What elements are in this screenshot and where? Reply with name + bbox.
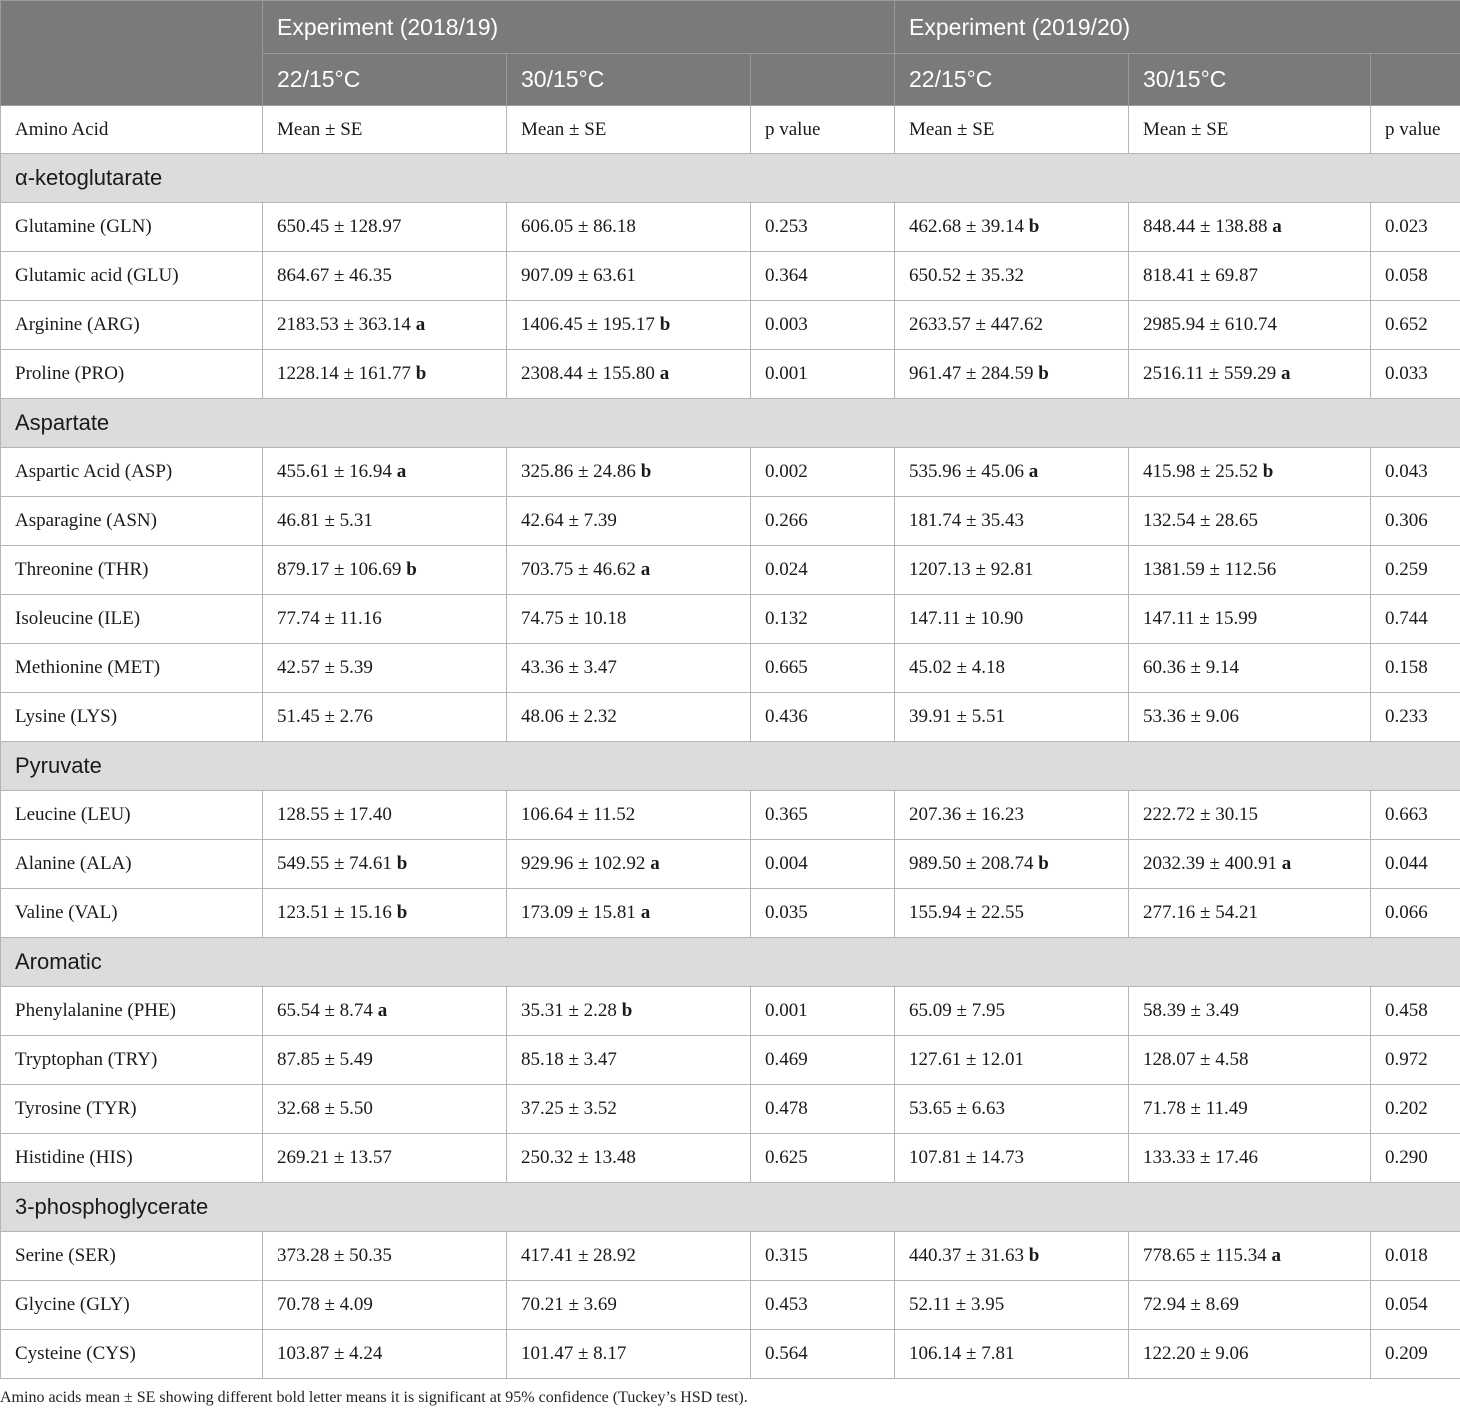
amino-acid-name: Phenylalanine (PHE) <box>1 987 263 1036</box>
significance-letter: a <box>640 559 651 580</box>
mean-se-value: 72.94 ± 8.69 <box>1143 1294 1239 1315</box>
mean-se-value: 128.55 ± 17.40 <box>277 804 392 825</box>
cell-e2-22 <box>895 693 1129 742</box>
significance-letter: b <box>1262 461 1274 482</box>
significance-letter: b <box>1028 1245 1040 1266</box>
significance-letter: a <box>1028 461 1039 482</box>
mean-se-value: 325.86 ± 24.86 <box>521 461 636 482</box>
group-label: 3-phosphoglycerate <box>1 1183 1460 1232</box>
cell-e2-30 <box>1129 1281 1371 1330</box>
group-row <box>1 154 1460 203</box>
cell-e1-30 <box>507 1085 751 1134</box>
significance-letter: a <box>415 314 426 335</box>
mean-se-value: 222.72 ± 30.15 <box>1143 804 1258 825</box>
table-row <box>1 1232 1460 1281</box>
mean-se-value: 147.11 ± 15.99 <box>1143 608 1258 629</box>
cell-e1-22 <box>263 595 507 644</box>
significance-letter: b <box>659 314 671 335</box>
cell-e1-30 <box>507 889 751 938</box>
header-experiment-2019: Experiment (2019/20) <box>895 1 1460 54</box>
cell-e2-22 <box>895 644 1129 693</box>
cell-e2-p-value: 0.044 <box>1371 840 1460 889</box>
header-corner-lower <box>1 54 263 106</box>
cell-e1-p-value: 0.024 <box>751 546 895 595</box>
cell-e2-p-value: 0.972 <box>1371 1036 1460 1085</box>
cell-e2-22 <box>895 1134 1129 1183</box>
significance-letter: b <box>1038 363 1049 384</box>
cell-e1-30 <box>507 1134 751 1183</box>
cell-e2-22 <box>895 1232 1129 1281</box>
mean-se-value: 455.61 ± 16.94 <box>277 461 392 482</box>
group-label: α-ketoglutarate <box>1 154 1460 203</box>
cell-e2-p-value: 0.209 <box>1371 1330 1460 1379</box>
table-row <box>1 301 1460 350</box>
cell-e1-30 <box>507 1330 751 1379</box>
table-row <box>1 644 1460 693</box>
cell-e1-22 <box>263 301 507 350</box>
cell-e2-p-value: 0.663 <box>1371 791 1460 840</box>
cell-e1-22 <box>263 448 507 497</box>
amino-acid-name: Tyrosine (TYR) <box>1 1085 263 1134</box>
mean-se-value: 74.75 ± 10.18 <box>521 608 627 629</box>
cell-e1-30 <box>507 497 751 546</box>
cell-e2-p-value: 0.158 <box>1371 644 1460 693</box>
cell-e2-p-value: 0.744 <box>1371 595 1460 644</box>
mean-se-value: 51.45 ± 2.76 <box>277 706 373 727</box>
header-row-experiments <box>1 1 1460 54</box>
cell-e1-p-value: 0.002 <box>751 448 895 497</box>
table-row <box>1 1085 1460 1134</box>
cell-e1-22 <box>263 1134 507 1183</box>
cell-e2-22 <box>895 546 1129 595</box>
cell-e2-30 <box>1129 1232 1371 1281</box>
mean-se-value: 70.21 ± 3.69 <box>521 1294 617 1315</box>
cell-e1-p-value: 0.001 <box>751 987 895 1036</box>
column-header-mean-se: Mean ± SE <box>895 106 1129 154</box>
cell-e1-30 <box>507 252 751 301</box>
mean-se-value: 373.28 ± 50.35 <box>277 1245 392 1266</box>
cell-e1-p-value: 0.469 <box>751 1036 895 1085</box>
mean-se-value: 650.52 ± 35.32 <box>909 265 1024 286</box>
mean-se-value: 879.17 ± 106.69 <box>277 559 402 580</box>
amino-acid-name: Glutamic acid (GLU) <box>1 252 263 301</box>
cell-e2-22 <box>895 1330 1129 1379</box>
cell-e2-22 <box>895 448 1129 497</box>
cell-e1-p-value: 0.478 <box>751 1085 895 1134</box>
cell-e1-22 <box>263 1232 507 1281</box>
amino-acid-name: Aspartic Acid (ASP) <box>1 448 263 497</box>
cell-e2-30 <box>1129 791 1371 840</box>
cell-e2-p-value: 0.066 <box>1371 889 1460 938</box>
group-row <box>1 938 1460 987</box>
cell-e1-30 <box>507 448 751 497</box>
table-row <box>1 497 1460 546</box>
mean-se-value: 48.06 ± 2.32 <box>521 706 617 727</box>
cell-e2-p-value: 0.023 <box>1371 203 1460 252</box>
cell-e2-22 <box>895 1281 1129 1330</box>
cell-e1-30 <box>507 644 751 693</box>
cell-e2-30 <box>1129 644 1371 693</box>
header-temp-e1-22: 22/15°C <box>263 54 507 106</box>
cell-e1-22 <box>263 1085 507 1134</box>
mean-se-value: 440.37 ± 31.63 <box>909 1245 1024 1266</box>
mean-se-value: 53.65 ± 6.63 <box>909 1098 1005 1119</box>
table-row <box>1 889 1460 938</box>
mean-se-value: 133.33 ± 17.46 <box>1143 1147 1258 1168</box>
cell-e1-p-value: 0.132 <box>751 595 895 644</box>
cell-e2-p-value: 0.652 <box>1371 301 1460 350</box>
amino-acid-name: Isoleucine (ILE) <box>1 595 263 644</box>
header-temp-e2-22: 22/15°C <box>895 54 1129 106</box>
mean-se-value: 2633.57 ± 447.62 <box>909 314 1043 335</box>
cell-e2-30 <box>1129 889 1371 938</box>
cell-e2-p-value: 0.058 <box>1371 252 1460 301</box>
mean-se-value: 2985.94 ± 610.74 <box>1143 314 1277 335</box>
significance-letter: b <box>621 1000 633 1021</box>
mean-se-value: 107.81 ± 14.73 <box>909 1147 1024 1168</box>
mean-se-value: 929.96 ± 102.92 <box>521 853 646 874</box>
cell-e2-30 <box>1129 497 1371 546</box>
mean-se-value: 52.11 ± 3.95 <box>909 1294 1005 1315</box>
mean-se-value: 417.41 ± 28.92 <box>521 1245 636 1266</box>
header-row-temperatures <box>1 54 1460 106</box>
header-blank-e2-p <box>1371 54 1460 106</box>
mean-se-value: 907.09 ± 63.61 <box>521 265 636 286</box>
cell-e2-p-value: 0.043 <box>1371 448 1460 497</box>
column-header-p-value: p value <box>1371 106 1460 154</box>
column-header-mean-se: Mean ± SE <box>263 106 507 154</box>
cell-e1-22 <box>263 350 507 399</box>
mean-se-value: 848.44 ± 138.88 <box>1143 216 1268 237</box>
group-row <box>1 399 1460 448</box>
mean-se-value: 535.96 ± 45.06 <box>909 461 1024 482</box>
mean-se-value: 127.61 ± 12.01 <box>909 1049 1024 1070</box>
cell-e2-30 <box>1129 546 1371 595</box>
column-header-mean-se: Mean ± SE <box>1129 106 1371 154</box>
mean-se-value: 132.54 ± 28.65 <box>1143 510 1258 531</box>
table-row <box>1 1330 1460 1379</box>
cell-e1-30 <box>507 1036 751 1085</box>
mean-se-value: 65.54 ± 8.74 <box>277 1000 373 1021</box>
cell-e2-p-value: 0.202 <box>1371 1085 1460 1134</box>
table-row <box>1 252 1460 301</box>
cell-e1-p-value: 0.364 <box>751 252 895 301</box>
mean-se-value: 250.32 ± 13.48 <box>521 1147 636 1168</box>
cell-e2-22 <box>895 497 1129 546</box>
table-footnote: Amino acids mean ± SE showing different bold letter means it is significant at 95% confidence (Tuckey’s HSD test). <box>0 1389 748 1406</box>
cell-e1-p-value: 0.436 <box>751 693 895 742</box>
mean-se-value: 58.39 ± 3.49 <box>1143 1000 1239 1021</box>
mean-se-value: 1228.14 ± 161.77 <box>277 363 411 384</box>
cell-e2-p-value: 0.233 <box>1371 693 1460 742</box>
mean-se-value: 103.87 ± 4.24 <box>277 1343 383 1364</box>
amino-acid-name: Lysine (LYS) <box>1 693 263 742</box>
table-row <box>1 791 1460 840</box>
mean-se-value: 818.41 ± 69.87 <box>1143 265 1258 286</box>
cell-e1-22 <box>263 644 507 693</box>
cell-e2-p-value: 0.306 <box>1371 497 1460 546</box>
column-header-amino-acid: Amino Acid <box>1 106 263 154</box>
mean-se-value: 173.09 ± 15.81 <box>521 902 636 923</box>
mean-se-value: 269.21 ± 13.57 <box>277 1147 392 1168</box>
amino-acid-name: Glutamine (GLN) <box>1 203 263 252</box>
cell-e1-30 <box>507 301 751 350</box>
cell-e2-30 <box>1129 1036 1371 1085</box>
column-header-mean-se: Mean ± SE <box>507 106 751 154</box>
cell-e1-30 <box>507 350 751 399</box>
mean-se-value: 864.67 ± 46.35 <box>277 265 392 286</box>
cell-e2-p-value: 0.018 <box>1371 1232 1460 1281</box>
mean-se-value: 989.50 ± 208.74 <box>909 853 1034 874</box>
mean-se-value: 42.64 ± 7.39 <box>521 510 617 531</box>
mean-se-value: 35.31 ± 2.28 <box>521 1000 617 1021</box>
header-temp-e1-30: 30/15°C <box>507 54 751 106</box>
significance-letter: a <box>650 853 660 874</box>
cell-e2-30 <box>1129 1134 1371 1183</box>
mean-se-value: 71.78 ± 11.49 <box>1143 1098 1248 1119</box>
mean-se-value: 123.51 ± 15.16 <box>277 902 392 923</box>
significance-letter: b <box>415 363 427 384</box>
group-row <box>1 742 1460 791</box>
mean-se-value: 1406.45 ± 195.17 <box>521 314 655 335</box>
mean-se-value: 1381.59 ± 112.56 <box>1143 559 1277 580</box>
cell-e1-22 <box>263 1330 507 1379</box>
mean-se-value: 778.65 ± 115.34 <box>1143 1245 1267 1266</box>
table-row <box>1 693 1460 742</box>
amino-acid-name: Threonine (THR) <box>1 546 263 595</box>
significance-letter: b <box>1028 216 1040 237</box>
amino-acid-name: Tryptophan (TRY) <box>1 1036 263 1085</box>
significance-letter: a <box>1281 363 1291 384</box>
significance-letter: b <box>640 461 652 482</box>
mean-se-value: 415.98 ± 25.52 <box>1143 461 1258 482</box>
mean-se-value: 39.91 ± 5.51 <box>909 706 1005 727</box>
cell-e1-p-value: 0.266 <box>751 497 895 546</box>
mean-se-value: 43.36 ± 3.47 <box>521 657 617 678</box>
cell-e1-30 <box>507 791 751 840</box>
significance-letter: b <box>406 559 417 580</box>
amino-acid-name: Asparagine (ASN) <box>1 497 263 546</box>
mean-se-value: 650.45 ± 128.97 <box>277 216 402 237</box>
mean-se-value: 277.16 ± 54.21 <box>1143 902 1258 923</box>
header-blank-e1-p <box>751 54 895 106</box>
mean-se-value: 128.07 ± 4.58 <box>1143 1049 1249 1070</box>
cell-e1-22 <box>263 889 507 938</box>
table-row <box>1 448 1460 497</box>
table-row <box>1 595 1460 644</box>
cell-e1-p-value: 0.564 <box>751 1330 895 1379</box>
column-header-p-value: p value <box>751 106 895 154</box>
cell-e1-p-value: 0.665 <box>751 644 895 693</box>
cell-e2-30 <box>1129 1330 1371 1379</box>
cell-e2-22 <box>895 1036 1129 1085</box>
amino-acid-name: Proline (PRO) <box>1 350 263 399</box>
group-label: Pyruvate <box>1 742 1460 791</box>
cell-e2-22 <box>895 791 1129 840</box>
group-row <box>1 1183 1460 1232</box>
cell-e2-30 <box>1129 252 1371 301</box>
significance-letter: a <box>1272 216 1282 237</box>
amino-acid-name: Alanine (ALA) <box>1 840 263 889</box>
mean-se-value: 2308.44 ± 155.80 <box>521 363 655 384</box>
cell-e2-22 <box>895 203 1129 252</box>
mean-se-value: 462.68 ± 39.14 <box>909 216 1024 237</box>
significance-letter: b <box>1038 853 1049 874</box>
mean-se-value: 53.36 ± 9.06 <box>1143 706 1239 727</box>
cell-e1-30 <box>507 987 751 1036</box>
table-row <box>1 987 1460 1036</box>
header-temp-e2-30: 30/15°C <box>1129 54 1371 106</box>
amino-acid-name: Arginine (ARG) <box>1 301 263 350</box>
amino-acid-name: Serine (SER) <box>1 1232 263 1281</box>
mean-se-value: 181.74 ± 35.43 <box>909 510 1024 531</box>
cell-e2-22 <box>895 1085 1129 1134</box>
cell-e2-30 <box>1129 595 1371 644</box>
cell-e1-30 <box>507 1232 751 1281</box>
amino-acid-name: Valine (VAL) <box>1 889 263 938</box>
cell-e1-30 <box>507 546 751 595</box>
group-label: Aromatic <box>1 938 1460 987</box>
mean-se-value: 65.09 ± 7.95 <box>909 1000 1005 1021</box>
mean-se-value: 37.25 ± 3.52 <box>521 1098 617 1119</box>
cell-e1-22 <box>263 203 507 252</box>
cell-e1-p-value: 0.365 <box>751 791 895 840</box>
mean-se-value: 147.11 ± 10.90 <box>909 608 1024 629</box>
cell-e2-22 <box>895 350 1129 399</box>
amino-acid-name: Cysteine (CYS) <box>1 1330 263 1379</box>
mean-se-value: 155.94 ± 22.55 <box>909 902 1024 923</box>
cell-e1-30 <box>507 1281 751 1330</box>
cell-e1-p-value: 0.625 <box>751 1134 895 1183</box>
mean-se-value: 106.14 ± 7.81 <box>909 1343 1015 1364</box>
cell-e2-30 <box>1129 448 1371 497</box>
column-header-row <box>1 106 1460 154</box>
mean-se-value: 87.85 ± 5.49 <box>277 1049 373 1070</box>
cell-e1-p-value: 0.004 <box>751 840 895 889</box>
mean-se-value: 1207.13 ± 92.81 <box>909 559 1034 580</box>
cell-e2-22 <box>895 889 1129 938</box>
significance-letter: b <box>396 902 408 923</box>
amino-acid-name: Glycine (GLY) <box>1 1281 263 1330</box>
cell-e2-22 <box>895 987 1129 1036</box>
cell-e1-p-value: 0.453 <box>751 1281 895 1330</box>
amino-acid-name: Methionine (MET) <box>1 644 263 693</box>
amino-acid-name: Histidine (HIS) <box>1 1134 263 1183</box>
mean-se-value: 2032.39 ± 400.91 <box>1143 853 1277 874</box>
cell-e1-p-value: 0.253 <box>751 203 895 252</box>
cell-e1-22 <box>263 1281 507 1330</box>
mean-se-value: 45.02 ± 4.18 <box>909 657 1005 678</box>
table-row <box>1 1134 1460 1183</box>
table-row <box>1 1036 1460 1085</box>
mean-se-value: 77.74 ± 11.16 <box>277 608 382 629</box>
mean-se-value: 70.78 ± 4.09 <box>277 1294 373 1315</box>
cell-e2-30 <box>1129 1085 1371 1134</box>
cell-e1-p-value: 0.035 <box>751 889 895 938</box>
cell-e1-22 <box>263 791 507 840</box>
cell-e1-p-value: 0.001 <box>751 350 895 399</box>
significance-letter: a <box>1281 853 1292 874</box>
cell-e2-p-value: 0.033 <box>1371 350 1460 399</box>
cell-e1-p-value: 0.315 <box>751 1232 895 1281</box>
mean-se-value: 60.36 ± 9.14 <box>1143 657 1239 678</box>
table-row <box>1 840 1460 889</box>
cell-e2-22 <box>895 595 1129 644</box>
cell-e2-30 <box>1129 350 1371 399</box>
cell-e2-30 <box>1129 693 1371 742</box>
cell-e2-22 <box>895 840 1129 889</box>
mean-se-value: 961.47 ± 284.59 <box>909 363 1034 384</box>
table-row <box>1 350 1460 399</box>
significance-letter: a <box>377 1000 388 1021</box>
mean-se-value: 101.47 ± 8.17 <box>521 1343 627 1364</box>
table-body <box>1 106 1460 1379</box>
table-row <box>1 203 1460 252</box>
significance-letter: a <box>396 461 407 482</box>
amino-acid-name: Leucine (LEU) <box>1 791 263 840</box>
cell-e2-30 <box>1129 840 1371 889</box>
significance-letter: a <box>640 902 651 923</box>
significance-letter: a <box>659 363 670 384</box>
cell-e1-22 <box>263 546 507 595</box>
table-row <box>1 1281 1460 1330</box>
cell-e2-p-value: 0.458 <box>1371 987 1460 1036</box>
mean-se-value: 42.57 ± 5.39 <box>277 657 373 678</box>
cell-e2-p-value: 0.259 <box>1371 546 1460 595</box>
cell-e1-22 <box>263 987 507 1036</box>
cell-e1-22 <box>263 497 507 546</box>
header-corner <box>1 1 263 54</box>
cell-e2-22 <box>895 252 1129 301</box>
mean-se-value: 32.68 ± 5.50 <box>277 1098 373 1119</box>
cell-e2-30 <box>1129 301 1371 350</box>
cell-e1-22 <box>263 1036 507 1085</box>
cell-e1-22 <box>263 693 507 742</box>
group-label: Aspartate <box>1 399 1460 448</box>
significance-letter: a <box>1271 1245 1281 1266</box>
cell-e2-30 <box>1129 203 1371 252</box>
cell-e1-22 <box>263 252 507 301</box>
table-row <box>1 546 1460 595</box>
mean-se-value: 46.81 ± 5.31 <box>277 510 373 531</box>
mean-se-value: 703.75 ± 46.62 <box>521 559 636 580</box>
cell-e2-p-value: 0.054 <box>1371 1281 1460 1330</box>
cell-e1-30 <box>507 840 751 889</box>
mean-se-value: 207.36 ± 16.23 <box>909 804 1024 825</box>
significance-letter: b <box>396 853 408 874</box>
cell-e1-30 <box>507 693 751 742</box>
mean-se-value: 122.20 ± 9.06 <box>1143 1343 1249 1364</box>
mean-se-value: 549.55 ± 74.61 <box>277 853 392 874</box>
mean-se-value: 2183.53 ± 363.14 <box>277 314 411 335</box>
header-experiment-2018: Experiment (2018/19) <box>263 1 895 54</box>
cell-e1-30 <box>507 595 751 644</box>
cell-e1-p-value: 0.003 <box>751 301 895 350</box>
cell-e2-p-value: 0.290 <box>1371 1134 1460 1183</box>
mean-se-value: 606.05 ± 86.18 <box>521 216 636 237</box>
cell-e2-22 <box>895 301 1129 350</box>
mean-se-value: 85.18 ± 3.47 <box>521 1049 617 1070</box>
cell-e1-22 <box>263 840 507 889</box>
cell-e1-30 <box>507 203 751 252</box>
cell-e2-30 <box>1129 987 1371 1036</box>
mean-se-value: 106.64 ± 11.52 <box>521 804 636 825</box>
mean-se-value: 2516.11 ± 559.29 <box>1143 363 1277 384</box>
